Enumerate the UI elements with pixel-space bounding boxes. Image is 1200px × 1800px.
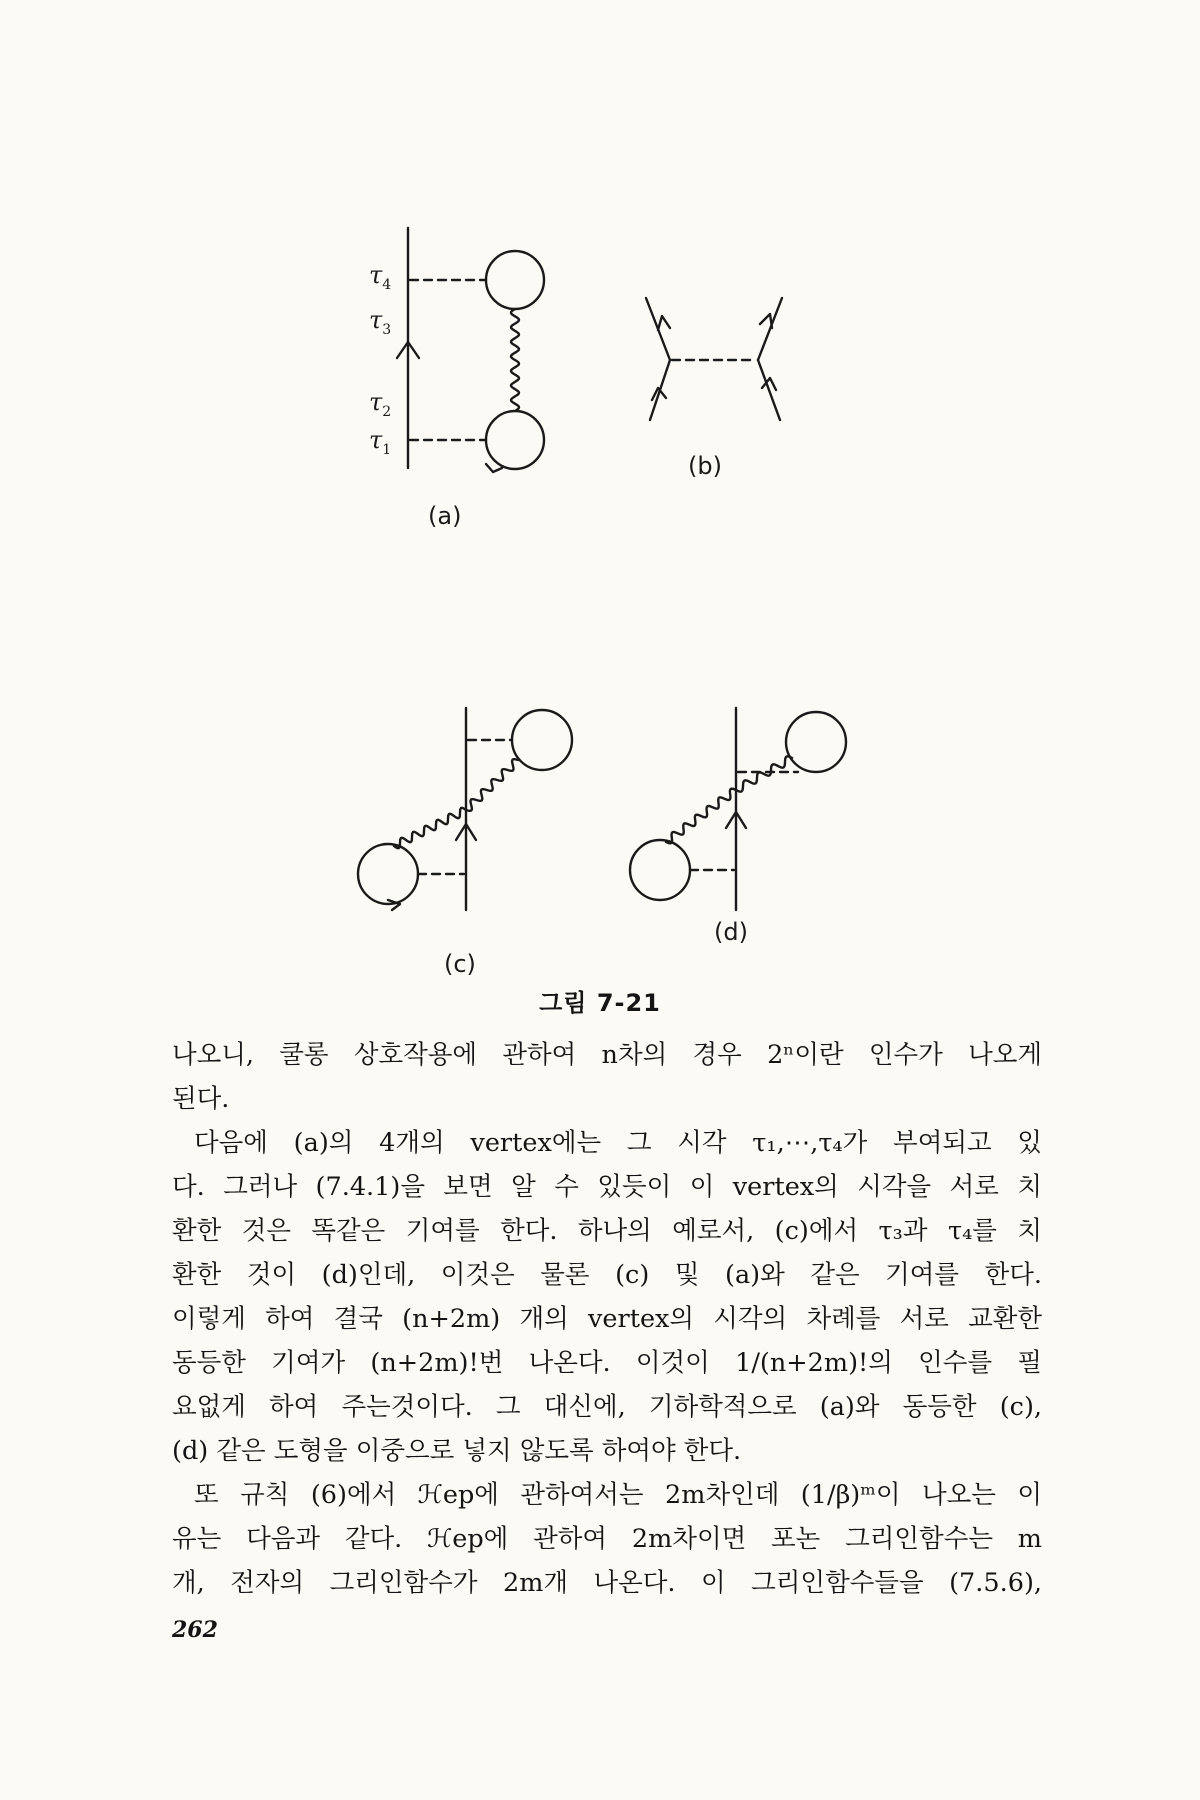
text-line: 다음에 (a)의 4개의 vertex에는 그 시각 τ₁,⋯,τ₄가 부여되고 있 [194,1128,1042,1158]
panel-label-b: (b) [688,452,722,480]
text-line: 환한 것이 (d)인데, 이것은 물론 (c) 및 (a)와 같은 기여를 한다. [172,1260,1042,1290]
tau-label-4: $\tau_4$ [369,261,392,293]
diagram-a [380,220,580,480]
tau-label-3: $\tau_3$ [369,306,392,338]
text-line: 이렇게 하여 결국 (n+2m) 개의 vertex의 시각의 차례를 서로 교환한 [172,1304,1042,1334]
text-line: 요없게 하여 주는것이다. 그 대신에, 기하학적으로 (a)와 동등한 (c), [172,1392,1042,1422]
tau-label-1: $\tau_1$ [369,426,392,458]
text-line: 또 규칙 (6)에서 ℋep에 관하여서는 2m차인데 (1/β)ᵐ이 나오는 이 [194,1480,1042,1510]
text-line: (d) 같은 도형을 이중으로 넣지 않도록 하여야 한다. [172,1436,742,1466]
tau-label-2: $\tau_2$ [369,388,392,420]
text-line: 유는 다음과 같다. ℋep에 관하여 2m차이면 포논 그리인함수는 m [172,1524,1042,1554]
panel-label-d: (d) [714,918,748,946]
text-line: 동등한 기여가 (n+2m)!번 나온다. 이것이 1/(n+2m)!의 인수를 필 [172,1348,1042,1378]
text-line: 다. 그러나 (7.4.1)을 보면 알 수 있듯이 이 vertex의 시각을 서로 치 [172,1172,1042,1202]
text-line: 나오니, 쿨롱 상호작용에 관하여 n차의 경우 2ⁿ이란 인수가 나오게 [172,1040,1042,1070]
diagram-b [630,290,810,440]
panel-label-c: (c) [444,950,476,978]
panel-label-a: (a) [428,502,462,530]
page-number: 262 [172,1617,218,1643]
body-text [172,1033,1042,1605]
diagram-d [620,700,860,920]
text-line: 개, 전자의 그리인함수가 2m개 나온다. 이 그리인함수들을 (7.5.6), [172,1568,1042,1598]
figure-caption: 그림 7-21 [539,989,661,1017]
text-line: 환한 것은 똑같은 기여를 한다. 하나의 예로서, (c)에서 τ₃과 τ₄를 치 [172,1216,1042,1246]
diagram-c [350,700,590,920]
text-line: 된다. [172,1084,230,1114]
